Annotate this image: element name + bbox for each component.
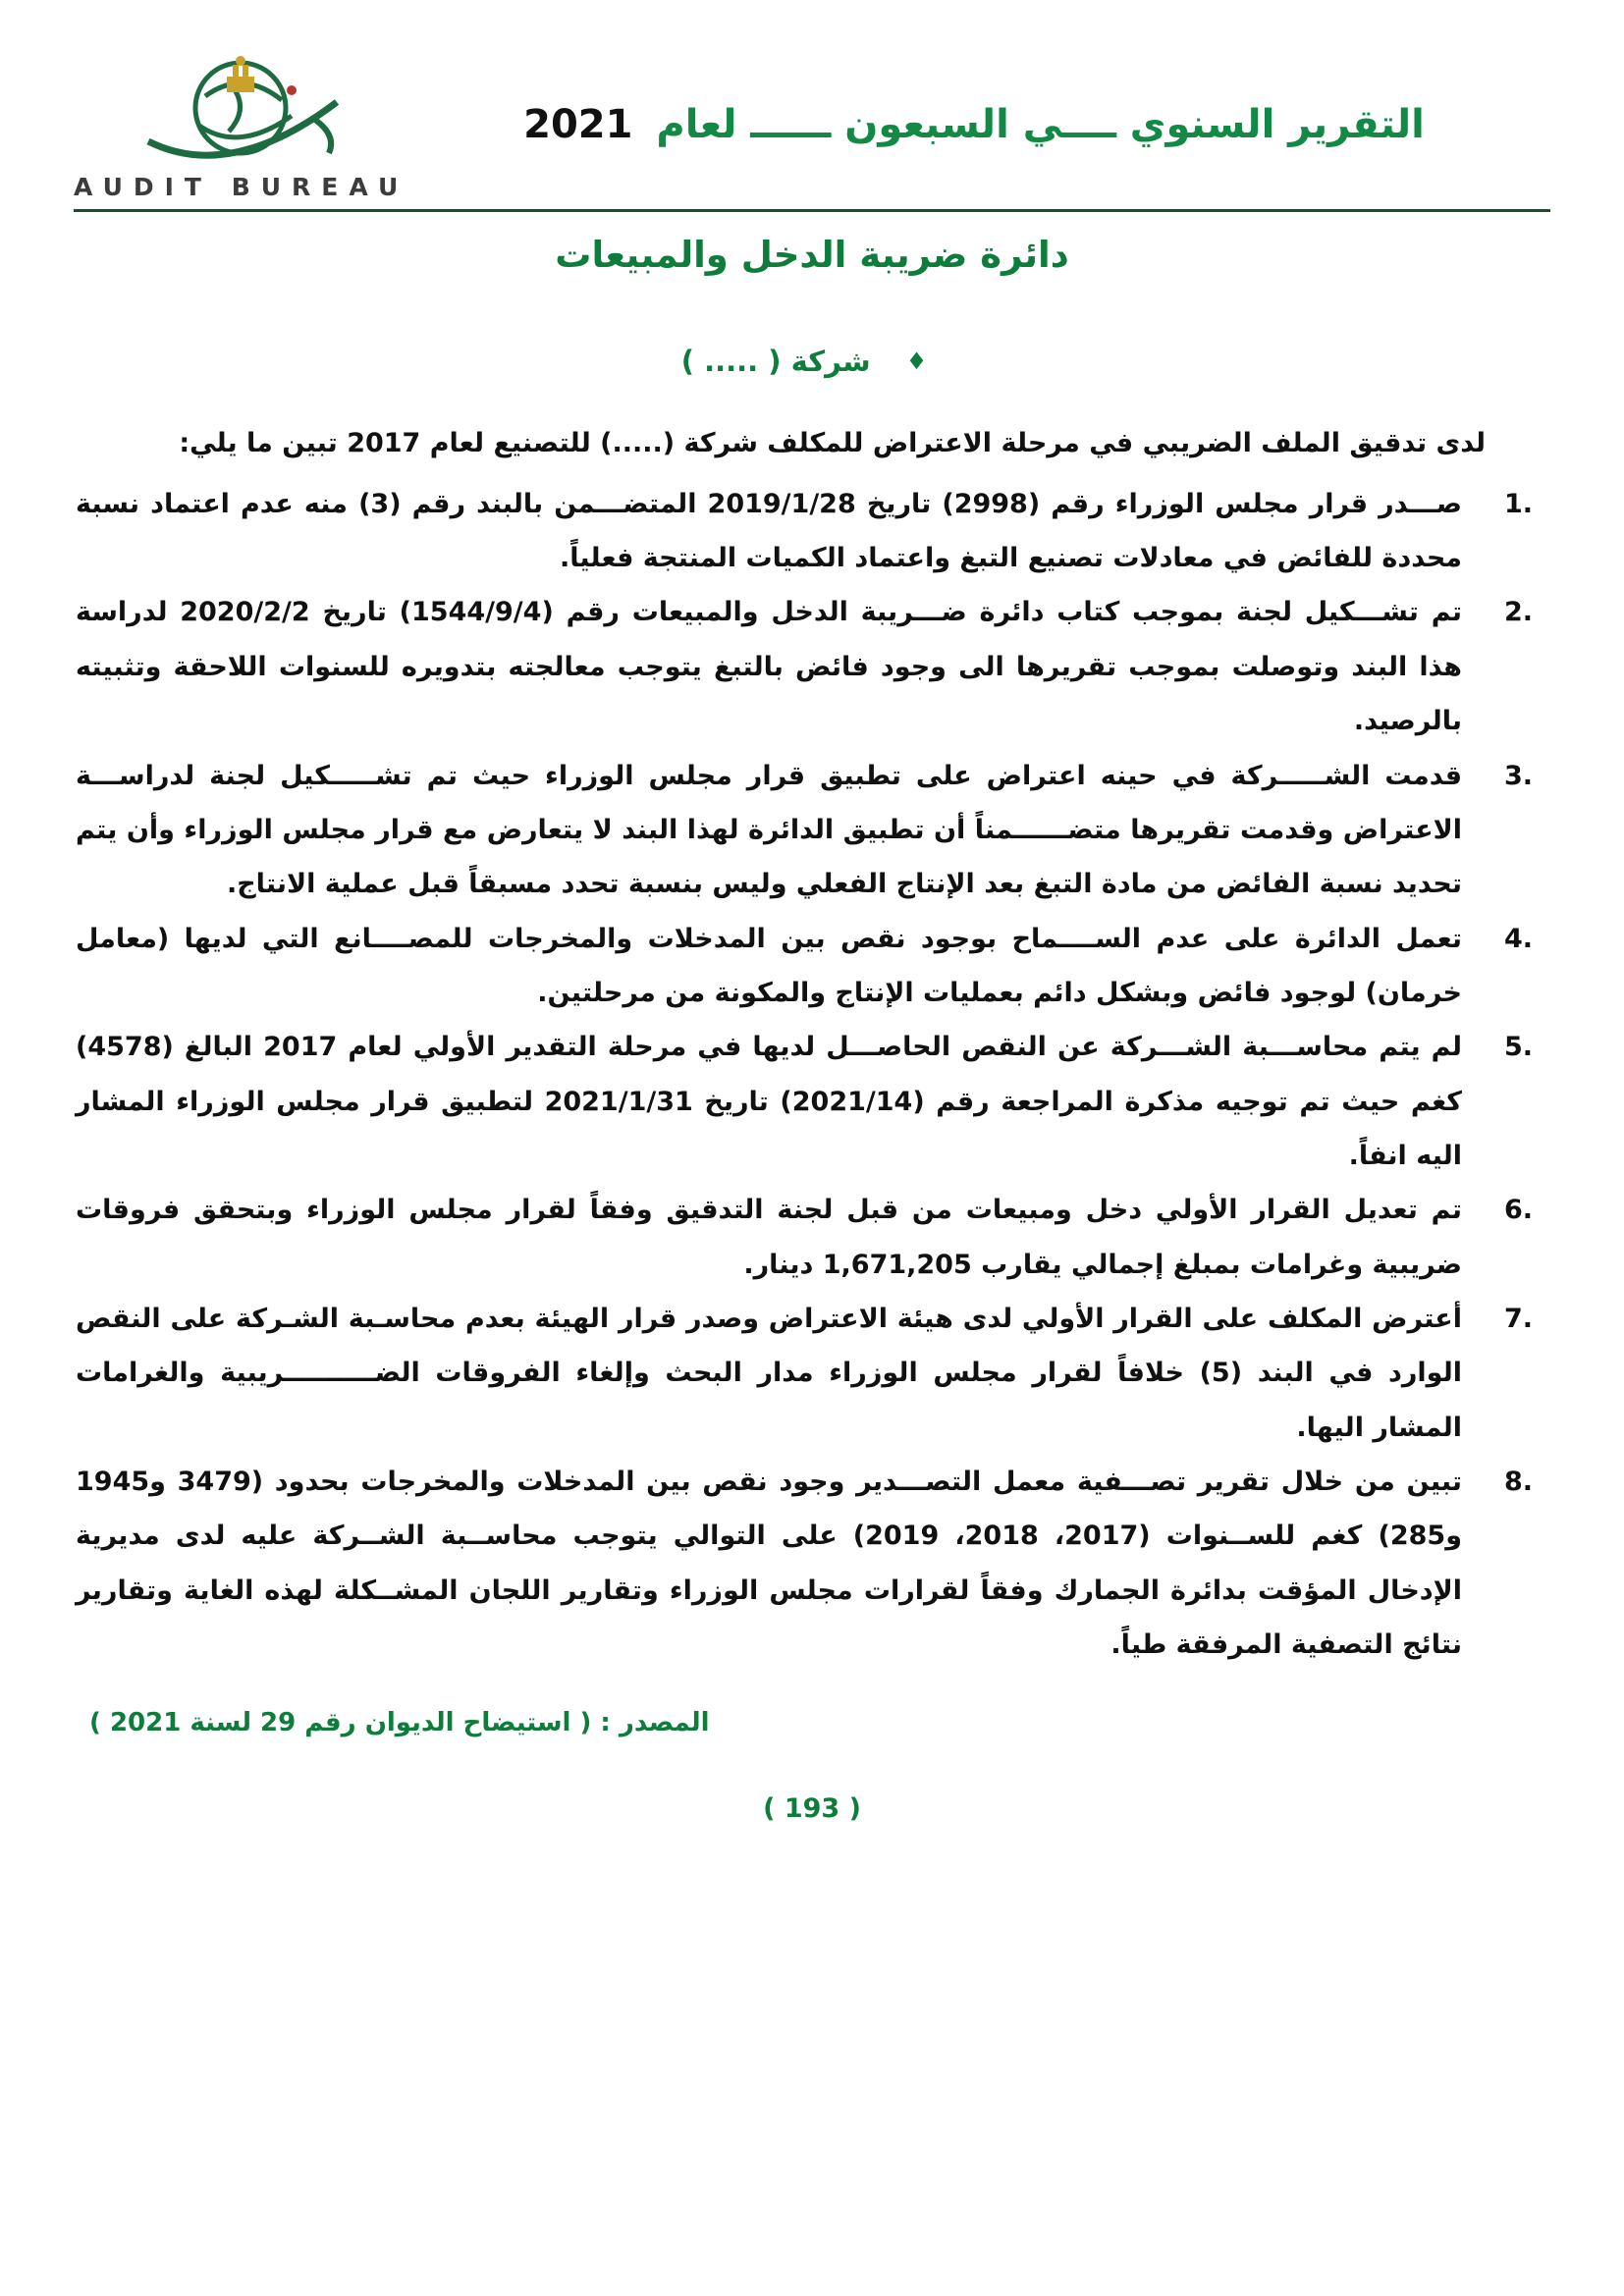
audit-bureau-emblem-icon (83, 51, 388, 171)
item-number: 2. (1503, 597, 1533, 628)
company-heading-line (76, 333, 1533, 391)
intro-paragraph: لدى تدقيق الملف الضريبي في مرحلة الاعتراض للمكلف شركة (.....) للتصنيع لعام 2017 تبين ما يلي: (179, 428, 1486, 459)
report-title (523, 102, 1425, 147)
item-number: 7. (1503, 1303, 1533, 1334)
document-body (74, 333, 1550, 1750)
page-number: ( 193 ) (763, 1792, 861, 1824)
list-item (76, 1292, 1533, 1455)
brand-name-latin: AUDIT BUREAU (74, 173, 409, 201)
item-number: 8. (1503, 1466, 1533, 1497)
item-text: تم تعديل القرار الأولي دخل ومبيعات من قبل لجنة التدقيق وفقاً لقرار مجلس الوزراء وبتحقق فروقات ضريبية وغرامات بمبلغ إجمالي يقارب 1,671,205 دينار. (76, 1195, 1462, 1280)
item-text: تبين من خلال تقرير تصـــفية معمل التصـــدير وجود نقص بين المدخلات والمخرجات بحدود (3479 و1945 و285) كغم للســنوات (2017، 2018، 2019) على التوالي يتوجب محاســبة الشــركة عليه لدى مديرية الإدخال المؤقت بدائرة الجمارك وفقاً لقرارات مجلس الوزراء وتقارير اللجان المشــكلة لهذه الغاية وتقارير نتائج التصفية المرفقة طياً. (76, 1466, 1462, 1660)
item-number: 1. (1503, 488, 1533, 519)
list-item (76, 749, 1533, 912)
item-text: لم يتم محاســـبة الشـــركة عن النقص الحاصـــل لديها في مرحلة التقدير الأولي لعام 2017 البالغ (4578) كغم حيث تم توجيه مذكرة المراجعة رقم (2021/14) تاريخ 2021/1/31 لتطبيق قرار مجلس الوزراء المشار اليه انفاً. (76, 1032, 1463, 1171)
list-item (76, 1020, 1533, 1183)
source-note: المصدر : ( استيضاح الديوان رقم 29 لسنة 2021 ) (89, 1708, 710, 1738)
page-title: دائرة ضريبة الدخل والمبيعات (555, 234, 1069, 276)
report-year: 2021 (523, 102, 633, 147)
list-item (76, 1183, 1533, 1292)
diamond-bullet-icon: ♦ (905, 347, 928, 375)
item-number: 4. (1503, 923, 1533, 954)
item-number: 5. (1503, 1032, 1533, 1063)
item-text: صـــدر قرار مجلس الوزراء رقم (2998) تاريخ 2019/1/28 المتضـــمن بالبند رقم (3) منه عدم اعتماد نسبة محددة للفائض في معادلات تصنيع التبغ واعتماد الكميات المنتجة فعلياً. (76, 488, 1462, 574)
report-title-arabic: التقرير السنوي ــــي السبعون ــــــ لعام (656, 102, 1425, 147)
page-header (74, 51, 1550, 201)
item-number: 6. (1503, 1195, 1533, 1226)
list-item (76, 912, 1533, 1021)
item-text: تعمل الدائرة على عدم الســــماح بوجود نقص بين المدخلات والمخرجات للمصــــانع التي لديها (معامل خرمان) لوجود فائض وبشكل دائم بعمليات الإنتاج والمكونة من مرحلتين. (76, 923, 1462, 1008)
item-text: أعترض المكلف على القرار الأولي لدى هيئة الاعتراض وصدر قرار الهيئة بعدم محاسـبة الشـركة على النقص الوارد في البند (5) خلافاً لقرار مجلس الوزراء مدار البحث وإلغاء الفروقات الضــــــــــريبية والغرامات المشار اليها. (76, 1303, 1462, 1443)
company-heading: شركة ( ..... ) (680, 345, 871, 378)
audit-bureau-logo (74, 51, 409, 201)
list-item (76, 1455, 1533, 1672)
item-text: قدمت الشـــــركة في حينه اعتراض على تطبيق قرار مجلس الوزراء حيث تم تشـــــكيل لجنة لدراســـة الاعتراض وقدمت تقريرها متضــــــمناً أن تطبيق الدائرة لهذا البند لا يتعارض مع قرار مجلس الوزراء وأن يتم تحديد نسبة الفائض من مادة التبغ بعد الإنتاج الفعلي وليس بنسبة تحدد مسبقاً قبل عملية الانتاج. (76, 760, 1462, 900)
list-item (76, 477, 1533, 586)
header-divider (74, 209, 1550, 212)
item-number: 3. (1503, 760, 1533, 791)
report-title-wrap (398, 51, 1550, 198)
list-item (76, 585, 1533, 748)
item-text: تم تشـــكيل لجنة بموجب كتاب دائرة ضـــريبة الدخل والمبيعات رقم (1544/9/4) تاريخ 2020/2/2 لدراسة هذا البند وتوصلت بموجب تقريرها الى وجود فائض بالتبغ يتوجب معالجته بتدويره للسنوات اللاحقة وتثبيته بالرصيد. (76, 597, 1463, 737)
